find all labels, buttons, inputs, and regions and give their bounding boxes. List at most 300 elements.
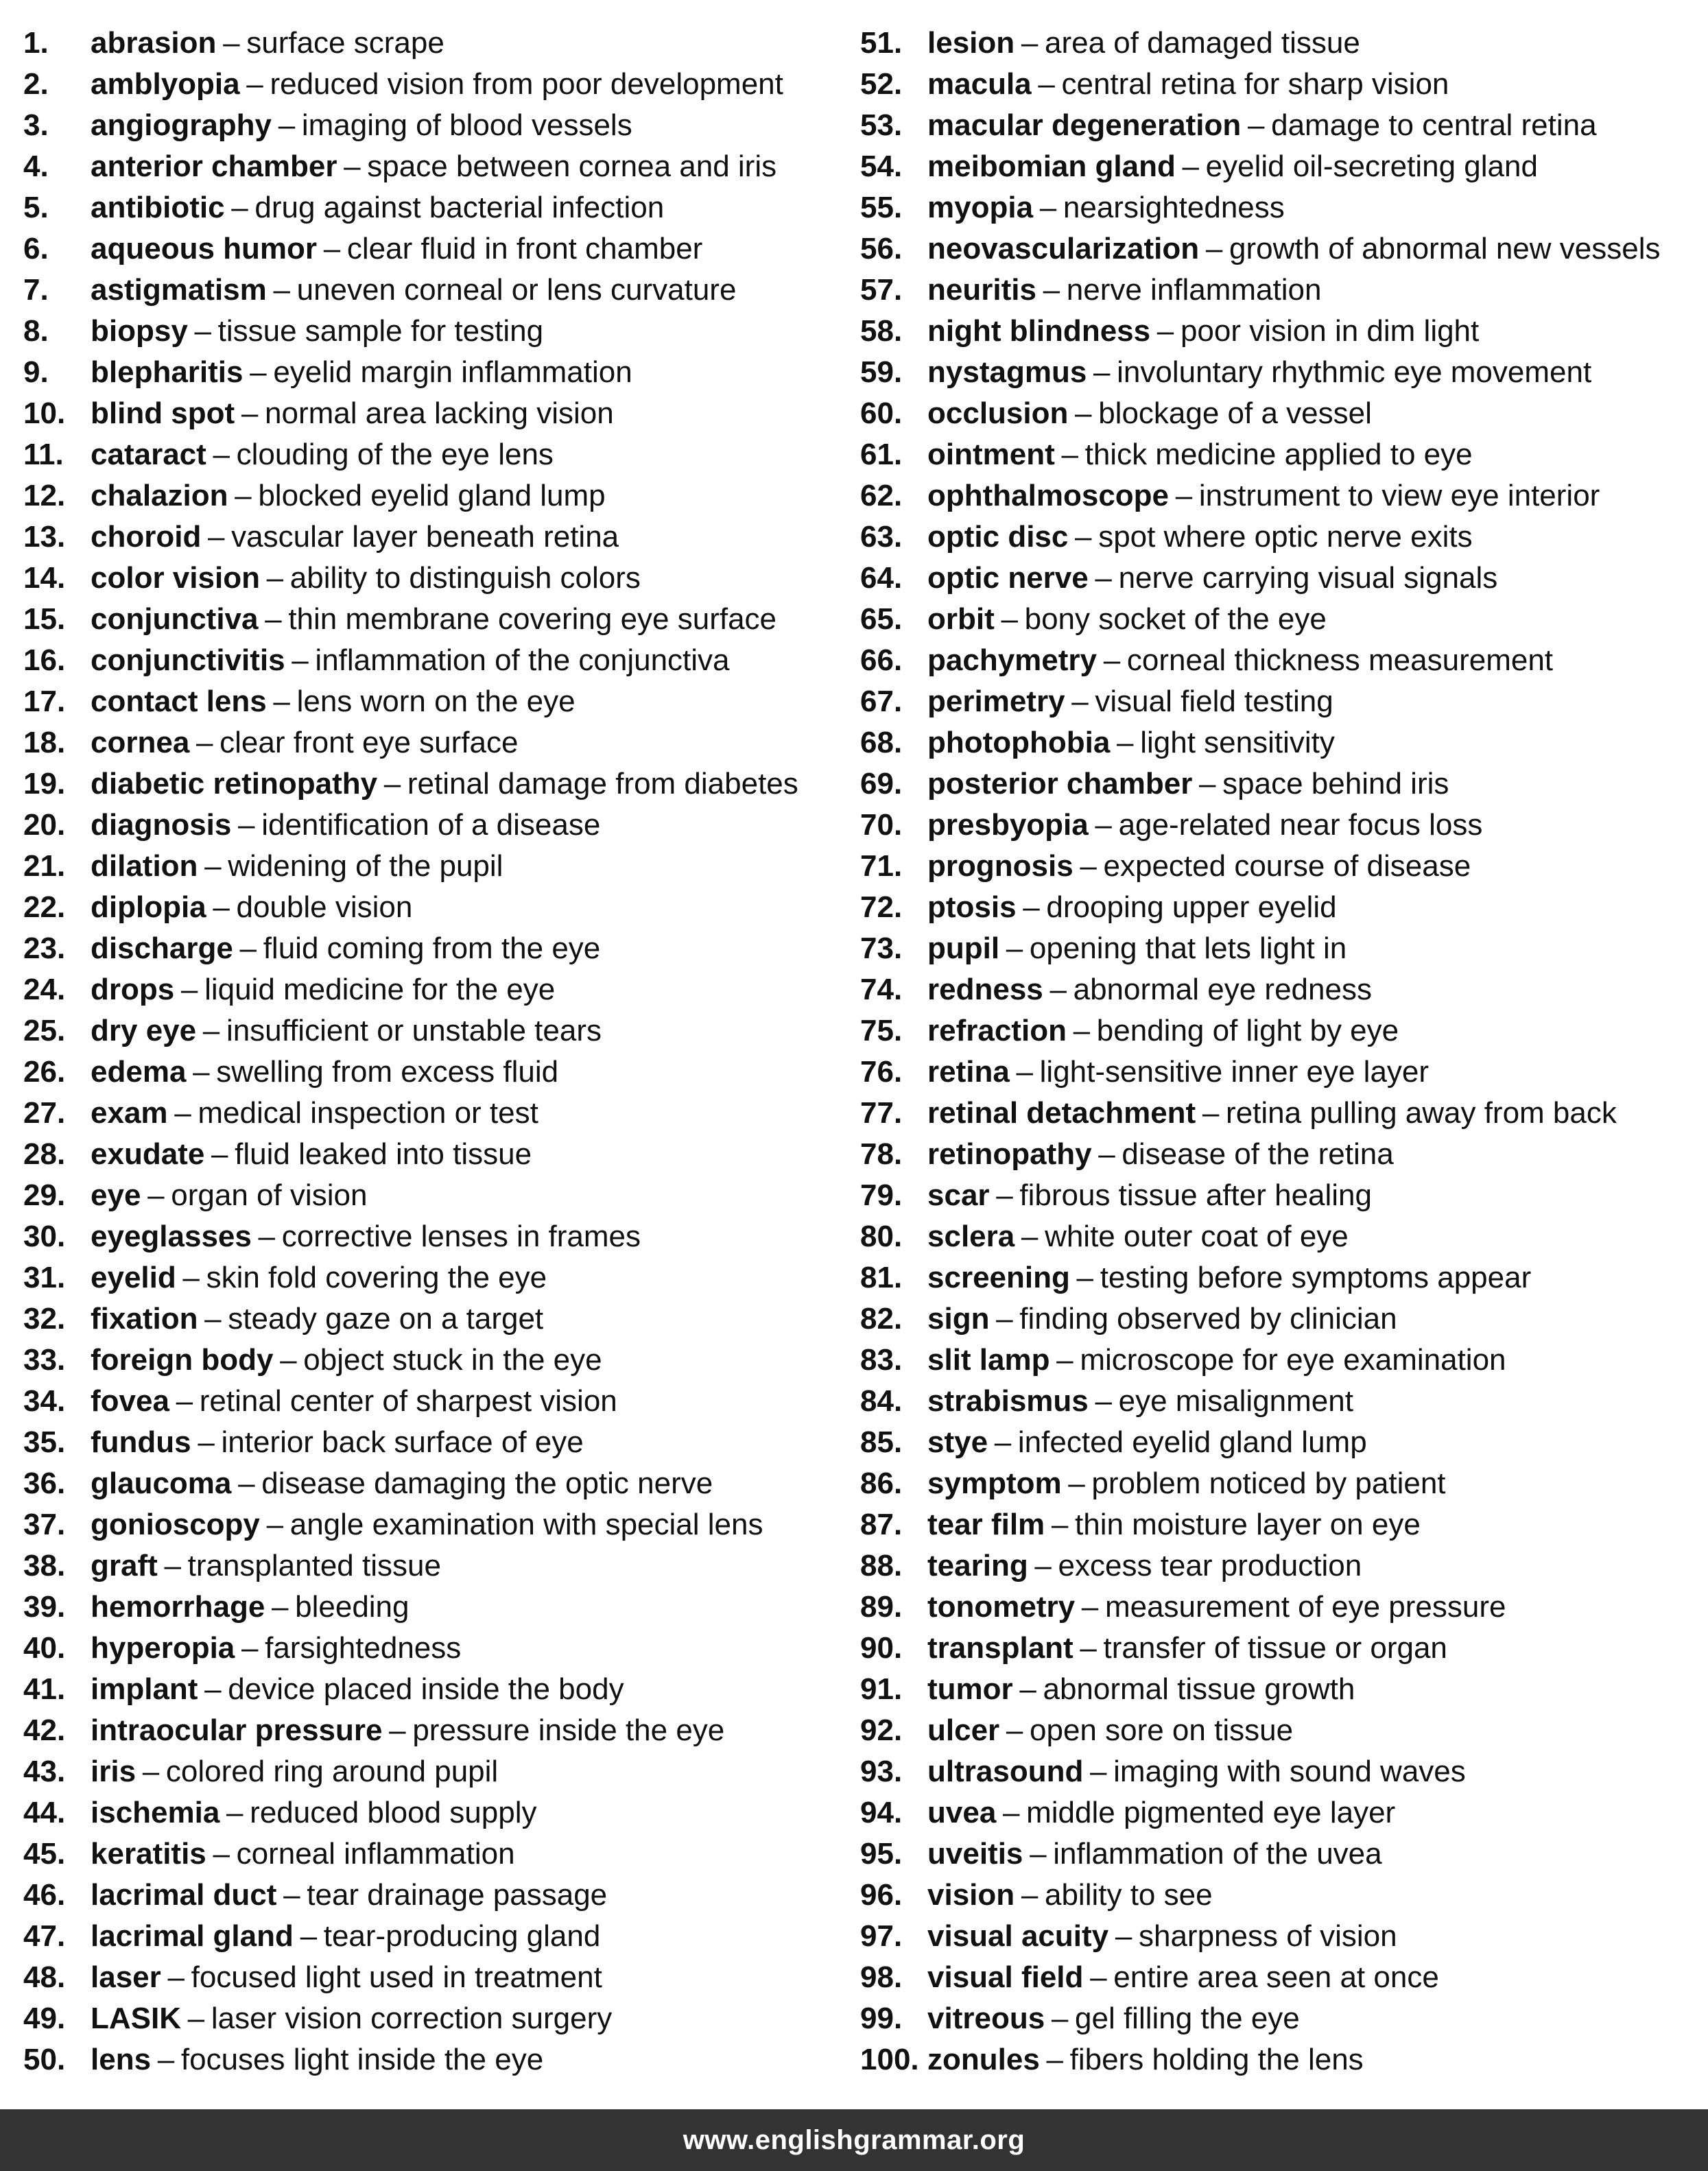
- entry-number: 53.: [860, 108, 903, 142]
- entry-separator: –: [1175, 479, 1193, 512]
- entry-term: macula: [927, 67, 1032, 101]
- glossary-entry: [860, 146, 1704, 187]
- footer-url[interactable]: www.englishgrammar.org: [683, 2124, 1025, 2155]
- glossary-entry: [23, 763, 846, 805]
- entry-definition: eyelid oil-secreting gland: [1205, 150, 1538, 183]
- entry-separator: –: [204, 1672, 222, 1706]
- entry-text: [91, 1998, 612, 2039]
- entry-definition: area of damaged tissue: [1044, 26, 1360, 60]
- entry-text: [91, 1381, 617, 1422]
- entry-number: 41.: [23, 1672, 66, 1706]
- entry-number: 45.: [23, 1837, 66, 1871]
- entry-text: [927, 1381, 1353, 1422]
- entry-text: [91, 1834, 515, 1875]
- entry-separator: –: [198, 1425, 215, 1459]
- entry-term: hyperopia: [91, 1631, 235, 1665]
- entry-text: [927, 1998, 1300, 2039]
- entry-separator: –: [273, 273, 290, 307]
- entry-term: photophobia: [927, 726, 1111, 759]
- entry-number: 36.: [23, 1467, 66, 1500]
- entry-text: [91, 1175, 367, 1216]
- entry-number: 61.: [860, 438, 903, 471]
- entry-definition: blockage of a vessel: [1098, 396, 1372, 430]
- entry-separator: –: [1073, 1014, 1091, 1047]
- entry-term: gonioscopy: [91, 1508, 260, 1541]
- glossary-entry: [23, 969, 846, 1010]
- entry-definition: instrument to view eye interior: [1198, 479, 1600, 512]
- glossary-entry: [23, 228, 846, 270]
- entry-text: [91, 763, 798, 805]
- entry-text: [927, 2039, 1364, 2080]
- entry-separator: –: [271, 1590, 289, 1624]
- entry-text: [927, 1052, 1429, 1093]
- entry-term: optic disc: [927, 520, 1069, 554]
- entry-term: retina: [927, 1055, 1010, 1089]
- entry-number: 87.: [860, 1508, 903, 1541]
- entry-term: perimetry: [927, 685, 1065, 718]
- entry-term: cornea: [91, 726, 190, 759]
- entry-text: [927, 846, 1471, 887]
- glossary-entry: [23, 558, 846, 599]
- glossary-entry: [860, 722, 1704, 763]
- glossary-entry: [23, 1381, 846, 1422]
- entry-number: 72.: [860, 890, 903, 924]
- entry-definition: nearsightedness: [1063, 191, 1285, 224]
- entry-term: exudate: [91, 1137, 205, 1171]
- glossary-entry: [23, 1916, 846, 1957]
- entry-number: 83.: [860, 1343, 903, 1377]
- entry-definition: eye misalignment: [1118, 1384, 1353, 1418]
- entry-definition: microscope for eye examination: [1080, 1343, 1506, 1377]
- entry-separator: –: [344, 150, 361, 183]
- entry-term: diplopia: [91, 890, 206, 924]
- glossary-entry: [860, 187, 1704, 228]
- entry-number: 48.: [23, 1960, 66, 1994]
- entry-definition: excess tear production: [1058, 1549, 1362, 1582]
- entry-separator: –: [235, 479, 252, 512]
- entry-text: [91, 1340, 602, 1381]
- entry-term: graft: [91, 1549, 158, 1582]
- entry-separator: –: [238, 808, 255, 842]
- glossary-entry: [23, 146, 846, 187]
- entry-term: aqueous humor: [91, 232, 318, 265]
- entry-text: [91, 887, 412, 928]
- entry-text: [91, 1751, 498, 1792]
- entry-definition: device placed inside the body: [228, 1672, 624, 1706]
- entry-term: foreign body: [91, 1343, 274, 1377]
- entry-number: 86.: [860, 1467, 903, 1500]
- entry-definition: inflammation of the uvea: [1053, 1837, 1382, 1871]
- glossary-entry: [860, 846, 1704, 887]
- entry-text: [91, 393, 614, 434]
- entry-definition: transplanted tissue: [187, 1549, 441, 1582]
- entry-separator: –: [1157, 314, 1174, 348]
- entry-text: [91, 1134, 532, 1175]
- glossary-entry: [23, 1422, 846, 1463]
- entry-term: retinopathy: [927, 1137, 1092, 1171]
- entry-separator: –: [241, 1631, 259, 1665]
- entry-number: 77.: [860, 1096, 903, 1130]
- entry-text: [927, 1340, 1506, 1381]
- entry-text: [91, 64, 783, 105]
- entry-text: [927, 434, 1473, 475]
- entry-definition: involuntary rhythmic eye movement: [1117, 355, 1592, 389]
- entry-separator: –: [164, 1549, 181, 1582]
- entry-separator: –: [241, 396, 259, 430]
- entry-number: 67.: [860, 685, 903, 718]
- entry-text: [927, 187, 1285, 228]
- glossary-entry: [23, 1257, 846, 1298]
- entry-definition: thick medicine applied to eye: [1084, 438, 1473, 471]
- glossary-entry: [860, 558, 1704, 599]
- entry-text: [91, 1792, 536, 1834]
- entry-definition: farsightedness: [265, 1631, 462, 1665]
- entry-term: astigmatism: [91, 273, 267, 307]
- glossary-entry: [860, 1916, 1704, 1957]
- entry-text: [91, 558, 641, 599]
- glossary-entry: [23, 1134, 846, 1175]
- entry-definition: bending of light by eye: [1096, 1014, 1399, 1047]
- entry-separator: –: [1076, 1261, 1094, 1294]
- entry-term: ulcer: [927, 1713, 1000, 1747]
- entry-number: 47.: [23, 1919, 66, 1953]
- entry-text: [927, 1134, 1394, 1175]
- entry-definition: bleeding: [295, 1590, 410, 1624]
- entry-text: [91, 1422, 584, 1463]
- glossary-entry: [23, 887, 846, 928]
- entry-definition: reduced vision from poor development: [270, 67, 783, 101]
- entry-separator: –: [273, 685, 290, 718]
- entry-separator: –: [389, 1713, 406, 1747]
- entry-separator: –: [202, 1014, 220, 1047]
- entry-separator: –: [250, 355, 267, 389]
- entry-number: 25.: [23, 1014, 66, 1047]
- entry-number: 44.: [23, 1796, 66, 1829]
- entry-separator: –: [226, 1796, 244, 1829]
- entry-term: dilation: [91, 849, 198, 883]
- entry-separator: –: [1023, 890, 1040, 924]
- entry-definition: identification of a disease: [261, 808, 601, 842]
- glossary-entry: [860, 1463, 1704, 1504]
- entry-term: lens: [91, 2043, 152, 2076]
- glossary-entry: [23, 352, 846, 393]
- entry-term: ointment: [927, 438, 1055, 471]
- entry-separator: –: [1021, 26, 1039, 60]
- glossary-entry: [23, 928, 846, 969]
- entry-definition: space behind iris: [1222, 767, 1449, 800]
- entry-separator: –: [1090, 1960, 1107, 1994]
- entry-definition: finding observed by clinician: [1019, 1302, 1397, 1336]
- entry-definition: inflammation of the conjunctiva: [315, 643, 730, 677]
- entry-text: [927, 352, 1591, 393]
- entry-term: nystagmus: [927, 355, 1087, 389]
- entry-number: 37.: [23, 1508, 66, 1541]
- entry-number: 55.: [860, 191, 903, 224]
- entry-text: [91, 1587, 410, 1628]
- entry-definition: fibrous tissue after healing: [1019, 1178, 1373, 1212]
- entry-number: 63.: [860, 520, 903, 554]
- entry-term: pupil: [927, 932, 1000, 965]
- entry-number: 91.: [860, 1672, 903, 1706]
- glossary-entry: [860, 1093, 1704, 1134]
- entry-term: meibomian gland: [927, 150, 1176, 183]
- footer-bar: [0, 2109, 1708, 2171]
- glossary-entry: [23, 599, 846, 640]
- entry-text: [927, 1257, 1531, 1298]
- entry-number: 6.: [23, 232, 49, 265]
- entry-definition: double vision: [236, 890, 413, 924]
- entry-text: [927, 1010, 1399, 1052]
- entry-text: [927, 599, 1327, 640]
- entry-number: 43.: [23, 1755, 66, 1788]
- glossary-entry: [860, 681, 1704, 722]
- entry-definition: retina pulling away from back: [1226, 1096, 1617, 1130]
- entry-term: retinal detachment: [927, 1096, 1196, 1130]
- entry-definition: surface scrape: [246, 26, 444, 60]
- entry-separator: –: [266, 561, 284, 595]
- glossary-entry: [23, 1010, 846, 1052]
- entry-definition: retinal center of sharpest vision: [199, 1384, 617, 1418]
- entry-separator: –: [187, 2002, 205, 2035]
- entry-term: lacrimal gland: [91, 1919, 294, 1953]
- entry-separator: –: [174, 1096, 191, 1130]
- entry-number: 49.: [23, 2002, 66, 2035]
- entry-text: [91, 1216, 641, 1257]
- entry-definition: transfer of tissue or organ: [1103, 1631, 1447, 1665]
- entry-term: occlusion: [927, 396, 1069, 430]
- entry-separator: –: [213, 438, 230, 471]
- glossary-entry: [860, 1545, 1704, 1587]
- entry-definition: growth of abnormal new vessels: [1229, 232, 1661, 265]
- glossary-entry: [860, 805, 1704, 846]
- entry-separator: –: [1103, 643, 1121, 677]
- glossary-entry: [23, 1710, 846, 1751]
- entry-number: 28.: [23, 1137, 66, 1171]
- glossary-entry: [23, 517, 846, 558]
- entry-definition: widening of the pupil: [228, 849, 503, 883]
- entry-number: 97.: [860, 1919, 903, 1953]
- entry-text: [91, 1463, 713, 1504]
- entry-text: [91, 2039, 543, 2080]
- entry-definition: space between cornea and iris: [367, 150, 777, 183]
- entry-separator: –: [258, 1220, 276, 1253]
- entry-number: 60.: [860, 396, 903, 430]
- entry-text: [927, 1216, 1349, 1257]
- entry-text: [927, 887, 1337, 928]
- glossary-entry: [860, 1792, 1704, 1834]
- entry-term: strabismus: [927, 1384, 1089, 1418]
- entry-separator: –: [1080, 849, 1097, 883]
- glossary-entry: [23, 105, 846, 146]
- entry-text: [927, 228, 1661, 270]
- entry-term: chalazion: [91, 479, 228, 512]
- entry-separator: –: [167, 1960, 185, 1994]
- glossary-entry: [860, 1381, 1704, 1422]
- entry-separator: –: [1080, 1631, 1097, 1665]
- entry-text: [927, 1916, 1397, 1957]
- entry-separator: –: [278, 108, 296, 142]
- entry-separator: –: [1056, 1343, 1074, 1377]
- entry-text: [91, 681, 576, 722]
- entry-number: 3.: [23, 108, 49, 142]
- entry-term: abrasion: [91, 26, 217, 60]
- glossary-entry: [860, 105, 1704, 146]
- entry-definition: swelling from excess fluid: [216, 1055, 559, 1089]
- entry-term: uvea: [927, 1796, 997, 1829]
- glossary-entry: [23, 311, 846, 352]
- entry-term: anterior chamber: [91, 150, 337, 183]
- entry-text: [91, 1669, 624, 1710]
- glossary-entry: [23, 1957, 846, 1998]
- entry-term: vision: [927, 1878, 1015, 1912]
- entry-number: 89.: [860, 1590, 903, 1624]
- glossary-entry: [860, 887, 1704, 928]
- entry-number: 40.: [23, 1631, 66, 1665]
- entry-definition: drug against bacterial infection: [254, 191, 665, 224]
- entry-definition: insufficient or unstable tears: [226, 1014, 602, 1047]
- entry-separator: –: [1202, 1096, 1220, 1130]
- entry-term: ischemia: [91, 1796, 220, 1829]
- entry-term: amblyopia: [91, 67, 240, 101]
- entry-number: 52.: [860, 67, 903, 101]
- glossary-entry: [23, 1463, 846, 1504]
- entry-separator: –: [265, 602, 282, 636]
- entry-text: [927, 1751, 1466, 1792]
- entry-definition: tissue sample for testing: [217, 314, 544, 348]
- entry-number: 65.: [860, 602, 903, 636]
- entry-number: 62.: [860, 479, 903, 512]
- entry-term: cataract: [91, 438, 206, 471]
- entry-term: diabetic retinopathy: [91, 767, 378, 800]
- entry-number: 17.: [23, 685, 66, 718]
- glossary-entry: [23, 270, 846, 311]
- entry-number: 69.: [860, 767, 903, 800]
- entry-separator: –: [1021, 1220, 1039, 1253]
- entry-term: color vision: [91, 561, 260, 595]
- entry-definition: medical inspection or test: [198, 1096, 538, 1130]
- entry-term: visual field: [927, 1960, 1084, 1994]
- entry-definition: interior back surface of eye: [221, 1425, 584, 1459]
- entry-definition: fluid coming from the eye: [263, 932, 601, 965]
- entry-separator: –: [280, 1343, 297, 1377]
- glossary-entry: [860, 1216, 1704, 1257]
- entry-term: eyeglasses: [91, 1220, 252, 1253]
- entry-number: 18.: [23, 726, 66, 759]
- entry-separator: –: [1006, 932, 1023, 965]
- entry-term: symptom: [927, 1467, 1062, 1500]
- glossary-entry: [860, 763, 1704, 805]
- entry-definition: thin membrane covering eye surface: [288, 602, 777, 636]
- entry-number: 29.: [23, 1178, 66, 1212]
- entry-separator: –: [1006, 1713, 1023, 1747]
- entry-term: refraction: [927, 1014, 1067, 1047]
- entry-separator: –: [231, 191, 248, 224]
- entry-text: [91, 1957, 602, 1998]
- entry-number: 88.: [860, 1549, 903, 1582]
- entry-definition: fibers holding the lens: [1069, 2043, 1364, 2076]
- entry-definition: disease of the retina: [1122, 1137, 1394, 1171]
- entry-term: zonules: [927, 2043, 1040, 2076]
- glossary-entry: [860, 475, 1704, 517]
- glossary-column-right: [860, 23, 1704, 2080]
- entry-number: 15.: [23, 602, 66, 636]
- entry-separator: –: [1049, 973, 1067, 1006]
- entry-definition: blocked eyelid gland lump: [258, 479, 606, 512]
- entry-number: 74.: [860, 973, 903, 1006]
- glossary-entry: [860, 23, 1704, 64]
- glossary-entry: [860, 969, 1704, 1010]
- entry-definition: light sensitivity: [1140, 726, 1335, 759]
- entry-term: laser: [91, 1960, 161, 1994]
- entry-text: [91, 969, 555, 1010]
- entry-text: [91, 1545, 441, 1587]
- entry-term: transplant: [927, 1631, 1074, 1665]
- glossary-entry: [23, 187, 846, 228]
- glossary-entry: [860, 928, 1704, 969]
- entry-separator: –: [195, 726, 213, 759]
- entry-definition: entire area seen at once: [1113, 1960, 1439, 1994]
- glossary-column-left: [23, 23, 846, 2080]
- glossary-entry: [860, 434, 1704, 475]
- entry-term: visual acuity: [927, 1919, 1109, 1953]
- entry-text: [91, 1257, 547, 1298]
- entry-separator: –: [1034, 1549, 1052, 1582]
- glossary-entry: [23, 64, 846, 105]
- entry-separator: –: [182, 1261, 200, 1294]
- glossary-entry: [860, 599, 1704, 640]
- entry-separator: –: [1021, 1878, 1039, 1912]
- entry-definition: fluid leaked into tissue: [235, 1137, 532, 1171]
- entry-term: angiography: [91, 108, 272, 142]
- entry-term: sign: [927, 1302, 990, 1336]
- entry-text: [927, 1545, 1362, 1587]
- entry-number: 2.: [23, 67, 49, 101]
- entry-term: intraocular pressure: [91, 1713, 383, 1747]
- entry-separator: –: [1061, 438, 1078, 471]
- entry-definition: normal area lacking vision: [265, 396, 614, 430]
- entry-number: 26.: [23, 1055, 66, 1089]
- entry-separator: –: [1247, 108, 1265, 142]
- glossary-entry: [23, 1875, 846, 1916]
- entry-separator: –: [1016, 1055, 1033, 1089]
- entry-definition: gel filling the eye: [1075, 2002, 1300, 2035]
- glossary-entry: [860, 393, 1704, 434]
- entry-number: 19.: [23, 767, 66, 800]
- entry-text: [927, 1669, 1355, 1710]
- entry-definition: pressure inside the eye: [412, 1713, 725, 1747]
- entry-text: [927, 805, 1482, 846]
- entry-definition: visual field testing: [1095, 685, 1333, 718]
- entry-definition: tear-producing gland: [323, 1919, 601, 1953]
- entry-number: 7.: [23, 273, 49, 307]
- entry-text: [91, 805, 600, 846]
- entry-number: 21.: [23, 849, 66, 883]
- entry-separator: –: [1075, 520, 1092, 554]
- entry-term: drops: [91, 973, 175, 1006]
- entry-number: 78.: [860, 1137, 903, 1171]
- glossary-entry: [23, 681, 846, 722]
- glossary-entry: [23, 434, 846, 475]
- entry-text: [927, 1422, 1367, 1463]
- entry-text: [91, 311, 543, 352]
- entry-definition: opening that lets light in: [1029, 932, 1347, 965]
- entry-definition: abnormal eye redness: [1073, 973, 1372, 1006]
- glossary-entry: [860, 640, 1704, 681]
- glossary-entry: [23, 475, 846, 517]
- entry-text: [927, 558, 1497, 599]
- entry-definition: angle examination with special lens: [289, 1508, 763, 1541]
- entry-definition: imaging of blood vessels: [301, 108, 632, 142]
